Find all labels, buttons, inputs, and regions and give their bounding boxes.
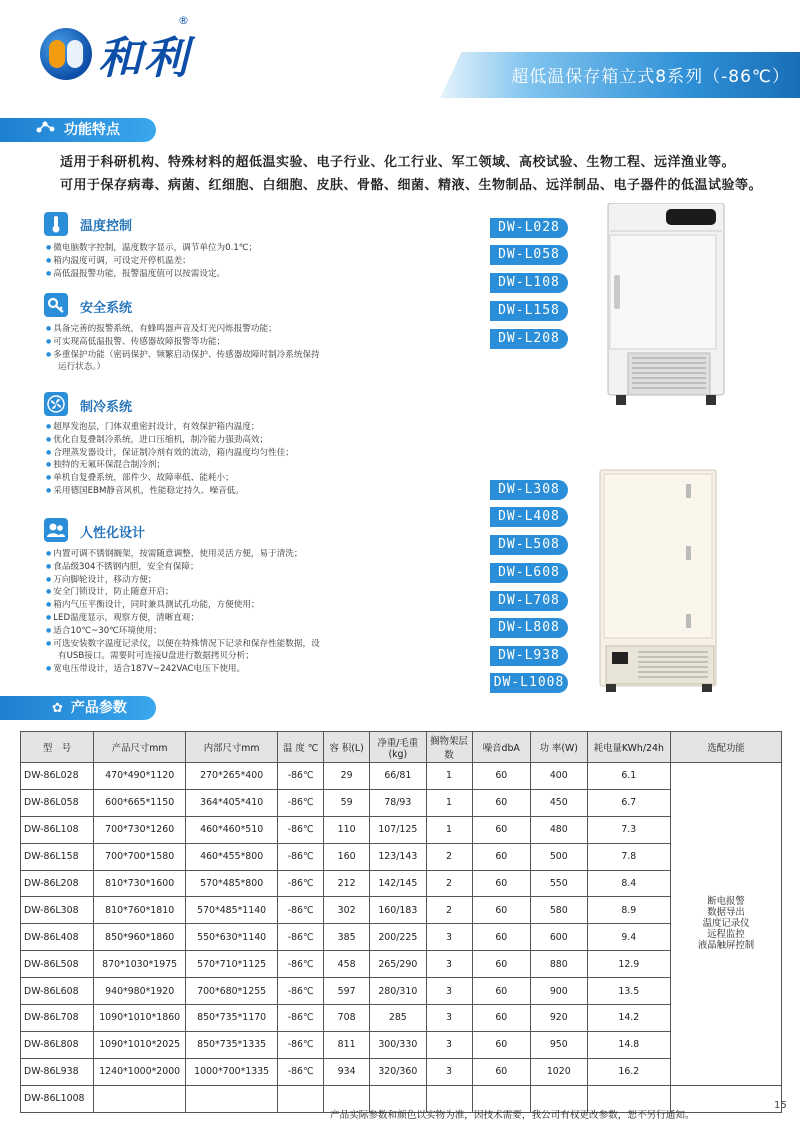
col-header: 净重/毛重(kg) [370, 732, 426, 763]
table-cell: 850*735*1170 [186, 1005, 278, 1032]
table-cell [94, 1085, 186, 1112]
table-row [21, 1058, 782, 1085]
table-cell: 60 [472, 763, 531, 790]
feature-list-temperature [46, 242, 257, 280]
params-section-header [0, 696, 156, 720]
table-cell: 570*485*800 [186, 870, 278, 897]
feature-title-refrigeration: 制冷系统 [80, 400, 133, 415]
model-badge: DW-L308 [490, 480, 568, 500]
table-cell: 265/290 [370, 951, 426, 978]
option-item: 远程监控 [707, 929, 745, 941]
list-item: ● 箱内温度可调，可设定开停机温差； [46, 255, 257, 268]
table-cell: 934 [324, 1058, 370, 1085]
table-cell: 700*680*1255 [186, 978, 278, 1005]
table-cell: 3 [426, 951, 472, 978]
network-icon [36, 119, 56, 143]
model-badge: DW-L938 [490, 646, 568, 666]
option-item: 温度记录仪 [702, 918, 750, 930]
table-cell: 200/225 [370, 924, 426, 951]
list-item: ● 可实现高低温报警、传感器故障报警等功能； [46, 336, 320, 349]
col-header: 型 号 [21, 732, 94, 763]
table-cell: 59 [324, 789, 370, 816]
table-cell: DW-86L308 [21, 897, 94, 924]
users-icon [44, 518, 68, 542]
key-icon [44, 293, 68, 317]
feature-list-safety [46, 323, 320, 374]
col-header: 耗电量KWh/24h [587, 732, 671, 763]
table-row [21, 1005, 782, 1032]
option-item: 数据导出 [707, 907, 745, 919]
table-row [21, 816, 782, 843]
options-cell [671, 763, 782, 1086]
model-badge: DW-L508 [490, 535, 568, 555]
features-section-label: 功能特点 [64, 122, 120, 138]
table-cell: 6.7 [587, 789, 671, 816]
intro-line-1: 适用于科研机构、特殊材料的超低温实验、电子行业、化工行业、军工领域、高校试验、生物工程、远洋渔业等。 [60, 155, 736, 170]
feature-title-safety: 安全系统 [80, 301, 133, 316]
table-cell: 110 [324, 816, 370, 843]
col-header: 产品尺寸mm [94, 732, 186, 763]
list-item: ● 箱内气压平衡设计，同时兼具测试孔功能，方便使用； [46, 599, 320, 612]
table-cell: 920 [531, 1005, 587, 1032]
list-item: ● 具备完善的报警系统，有蜂鸣器声音及灯光闪烁报警功能； [46, 323, 320, 336]
table-cell: 1020 [531, 1058, 587, 1085]
table-cell: DW-86L1008 [21, 1085, 94, 1112]
features-section-header [0, 118, 156, 142]
table-cell: 7.8 [587, 843, 671, 870]
model-badge: DW-L608 [490, 563, 568, 583]
table-cell: DW-86L608 [21, 978, 94, 1005]
table-cell: 280/310 [370, 978, 426, 1005]
list-item: 运行状态。） [58, 362, 106, 373]
table-cell: 60 [472, 978, 531, 1005]
table-cell: 810*730*1600 [94, 870, 186, 897]
list-item: ● 多重保护功能（密码保护、频繁启动保护、传感器故障时制冷系统保持 [46, 349, 320, 362]
table-cell: 450 [531, 789, 587, 816]
table-cell: 3 [426, 1031, 472, 1058]
table-cell: 850*735*1335 [186, 1031, 278, 1058]
table-cell: 458 [324, 951, 370, 978]
model-badge: DW-L208 [490, 329, 568, 349]
table-cell: 302 [324, 897, 370, 924]
registered-mark: ® [178, 14, 189, 27]
table-cell: 460*455*800 [186, 843, 278, 870]
model-badge: DW-L808 [490, 618, 568, 638]
table-cell: -86℃ [278, 924, 324, 951]
intro-line-2: 可用于保存病毒、病菌、红细胞、白细胞、皮肤、骨骼、细菌、精液、生物制品、远洋制品、电子器件的低温试验等。 [60, 178, 763, 193]
brand-name: 和利 [98, 33, 190, 84]
table-cell: 570*485*1140 [186, 897, 278, 924]
table-cell: -86℃ [278, 816, 324, 843]
freezer-large-image [598, 468, 720, 694]
table-cell: -86℃ [278, 870, 324, 897]
table-cell: 2 [426, 870, 472, 897]
table-cell: 2 [426, 897, 472, 924]
feature-title-temperature: 温度控制 [80, 219, 133, 234]
list-item: ● 可选安装数字温度记录仪，以便在特殊情况下记录和保存性能数据，设 [46, 638, 320, 651]
table-cell: 1090*1010*1860 [94, 1005, 186, 1032]
option-item: 断电报警 [707, 896, 745, 908]
table-cell: 107/125 [370, 816, 426, 843]
gear-icon: ✿ [52, 701, 63, 716]
model-badge: DW-L028 [490, 218, 568, 238]
table-cell: 400 [531, 763, 587, 790]
table-row [21, 951, 782, 978]
table-cell: 60 [472, 816, 531, 843]
brand-logo-icon [40, 28, 92, 80]
table-cell: 29 [324, 763, 370, 790]
table-cell: -86℃ [278, 1058, 324, 1085]
table-row [21, 1031, 782, 1058]
table-cell: 470*490*1120 [94, 763, 186, 790]
table-cell: 570*710*1125 [186, 951, 278, 978]
table-row [21, 843, 782, 870]
list-item: ● 内置可调不锈钢搁架，按需随意调整，使用灵活方便，易于清洗； [46, 548, 320, 561]
table-cell: 3 [426, 1058, 472, 1085]
table-cell: -86℃ [278, 843, 324, 870]
table-row [21, 978, 782, 1005]
table-row [21, 763, 782, 790]
col-header: 内部尺寸mm [186, 732, 278, 763]
table-cell: 160/183 [370, 897, 426, 924]
table-cell: 700*730*1260 [94, 816, 186, 843]
table-cell: 480 [531, 816, 587, 843]
table-header-row [21, 732, 782, 763]
table-cell: 810*760*1810 [94, 897, 186, 924]
table-cell: 8.4 [587, 870, 671, 897]
freezer-small-image [606, 203, 730, 408]
table-cell: DW-86L508 [21, 951, 94, 978]
table-cell: 600*665*1150 [94, 789, 186, 816]
table-cell: 811 [324, 1031, 370, 1058]
table-cell: 500 [531, 843, 587, 870]
list-item: 有USB接口。需要时可连接U盘进行数据拷贝分析； [58, 651, 254, 662]
table-row [21, 789, 782, 816]
model-badge: DW-L708 [490, 591, 568, 611]
table-cell: 14.8 [587, 1031, 671, 1058]
model-badge: DW-L058 [490, 245, 568, 265]
col-header: 噪音dbA [472, 732, 531, 763]
col-header: 搁物架层数 [426, 732, 472, 763]
list-item: ● 高低温报警功能，报警温度值可以按需设定。 [46, 268, 257, 281]
table-cell: 60 [472, 951, 531, 978]
col-header: 功 率(W) [531, 732, 587, 763]
table-cell: 7.3 [587, 816, 671, 843]
table-cell: 142/145 [370, 870, 426, 897]
table-cell: 60 [472, 924, 531, 951]
table-cell: 880 [531, 951, 587, 978]
table-cell: DW-86L938 [21, 1058, 94, 1085]
table-cell: 1240*1000*2000 [94, 1058, 186, 1085]
table-cell: 60 [472, 870, 531, 897]
page-number: 15 [774, 1100, 787, 1111]
feature-title-human-design: 人性化设计 [80, 526, 146, 541]
table-cell: 597 [324, 978, 370, 1005]
table-cell: 60 [472, 1031, 531, 1058]
table-cell: 1 [426, 763, 472, 790]
params-table [20, 731, 782, 1113]
model-badge: DW-L108 [490, 273, 568, 293]
table-cell: 9.4 [587, 924, 671, 951]
feature-list-human-design [46, 548, 320, 676]
table-cell: 364*405*410 [186, 789, 278, 816]
table-cell: 550 [531, 870, 587, 897]
table-cell: 1000*700*1335 [186, 1058, 278, 1085]
table-cell: DW-86L028 [21, 763, 94, 790]
table-cell: 60 [472, 789, 531, 816]
list-item: ● 合理蒸发器设计，保证制冷剂有效的流动，箱内温度均匀性佳； [46, 447, 294, 460]
feature-list-refrigeration [46, 421, 294, 498]
list-item: ● LED温度显示，观察方便，清晰直观； [46, 612, 320, 625]
table-cell: 8.9 [587, 897, 671, 924]
table-cell: 385 [324, 924, 370, 951]
page-title: 超低温保存箱立式8系列（-86℃） [511, 67, 790, 87]
table-cell: -86℃ [278, 897, 324, 924]
table-cell: 270*265*400 [186, 763, 278, 790]
table-cell: 123/143 [370, 843, 426, 870]
table-cell: DW-86L208 [21, 870, 94, 897]
table-cell: 60 [472, 897, 531, 924]
table-cell: 2 [426, 843, 472, 870]
table-cell: -86℃ [278, 789, 324, 816]
table-cell: 60 [472, 1058, 531, 1085]
table-cell: 60 [472, 1005, 531, 1032]
table-cell: 700*700*1580 [94, 843, 186, 870]
table-cell: DW-86L108 [21, 816, 94, 843]
table-cell: 285 [370, 1005, 426, 1032]
table-cell: 14.2 [587, 1005, 671, 1032]
table-cell: -86℃ [278, 1005, 324, 1032]
params-section-label: 产品参数 [70, 700, 127, 716]
col-header: 容 积(L) [324, 732, 370, 763]
table-cell: 550*630*1140 [186, 924, 278, 951]
table-row [21, 924, 782, 951]
list-item: ● 采用德国EBM静音风机，性能稳定持久、噪音低。 [46, 485, 294, 498]
table-cell: 870*1030*1975 [94, 951, 186, 978]
list-item: ● 单机自复叠系统，部件少、故障率低、能耗小； [46, 472, 294, 485]
table-cell: -86℃ [278, 763, 324, 790]
table-cell: 12.9 [587, 951, 671, 978]
model-badge: DW-L1008 [490, 673, 568, 693]
table-cell: DW-86L158 [21, 843, 94, 870]
table-cell: 850*960*1860 [94, 924, 186, 951]
table-cell: 60 [472, 843, 531, 870]
list-item: ● 宽电压带设计，适合187V~242VAC电压下使用。 [46, 663, 320, 676]
table-cell: 160 [324, 843, 370, 870]
table-cell: 900 [531, 978, 587, 1005]
table-cell: DW-86L708 [21, 1005, 94, 1032]
table-cell: 6.1 [587, 763, 671, 790]
list-item: ● 安全门锁设计，防止随意开启； [46, 586, 320, 599]
table-cell: 66/81 [370, 763, 426, 790]
col-header: 选配功能 [671, 732, 782, 763]
thermometer-icon [44, 212, 68, 236]
table-cell: 78/93 [370, 789, 426, 816]
table-cell: 3 [426, 1005, 472, 1032]
table-cell: -86℃ [278, 1031, 324, 1058]
list-item: ● 食品级304不锈钢内胆，安全有保障； [46, 561, 320, 574]
table-row [21, 897, 782, 924]
list-item: ● 超厚发泡层，门体双重密封设计，有效保护箱内温度； [46, 421, 294, 434]
table-cell: 1 [426, 816, 472, 843]
list-item: ● 优化自复叠制冷系统，进口压缩机，制冷能力强劲高效； [46, 434, 294, 447]
table-cell: 950 [531, 1031, 587, 1058]
table-cell: 3 [426, 924, 472, 951]
table-cell: 1090*1010*2025 [94, 1031, 186, 1058]
table-cell: 13.5 [587, 978, 671, 1005]
table-cell: DW-86L408 [21, 924, 94, 951]
table-cell: 460*460*510 [186, 816, 278, 843]
list-item: ● 微电脑数字控制，温度数字显示，调节单位为0.1℃； [46, 242, 257, 255]
table-cell: DW-86L058 [21, 789, 94, 816]
table-cell: 940*980*1920 [94, 978, 186, 1005]
table-cell: -86℃ [278, 978, 324, 1005]
col-header: 温 度 ℃ [278, 732, 324, 763]
table-cell: 708 [324, 1005, 370, 1032]
table-cell [278, 1085, 324, 1112]
table-cell: 300/330 [370, 1031, 426, 1058]
table-cell: 580 [531, 897, 587, 924]
list-item: ● 万向脚轮设计，移动方便； [46, 574, 320, 587]
option-item: 液晶触屏控制 [697, 940, 755, 952]
table-cell: 3 [426, 978, 472, 1005]
table-row [21, 870, 782, 897]
table-cell: 16.2 [587, 1058, 671, 1085]
list-item: ● 适合10℃~30℃环境使用； [46, 625, 320, 638]
table-cell: DW-86L808 [21, 1031, 94, 1058]
table-cell: 600 [531, 924, 587, 951]
model-badge: DW-L408 [490, 507, 568, 527]
table-cell [186, 1085, 278, 1112]
list-item: ● 独特的无氟环保混合制冷剂； [46, 459, 294, 472]
model-badge: DW-L158 [490, 301, 568, 321]
footnote: 产品实际参数和颜色以实物为准，因技术需要，我公司有权更改参数，恕不另行通知。 [330, 1110, 695, 1121]
table-cell: 212 [324, 870, 370, 897]
fan-icon [44, 392, 68, 416]
table-cell: 1 [426, 789, 472, 816]
table-cell: -86℃ [278, 951, 324, 978]
table-cell: 320/360 [370, 1058, 426, 1085]
